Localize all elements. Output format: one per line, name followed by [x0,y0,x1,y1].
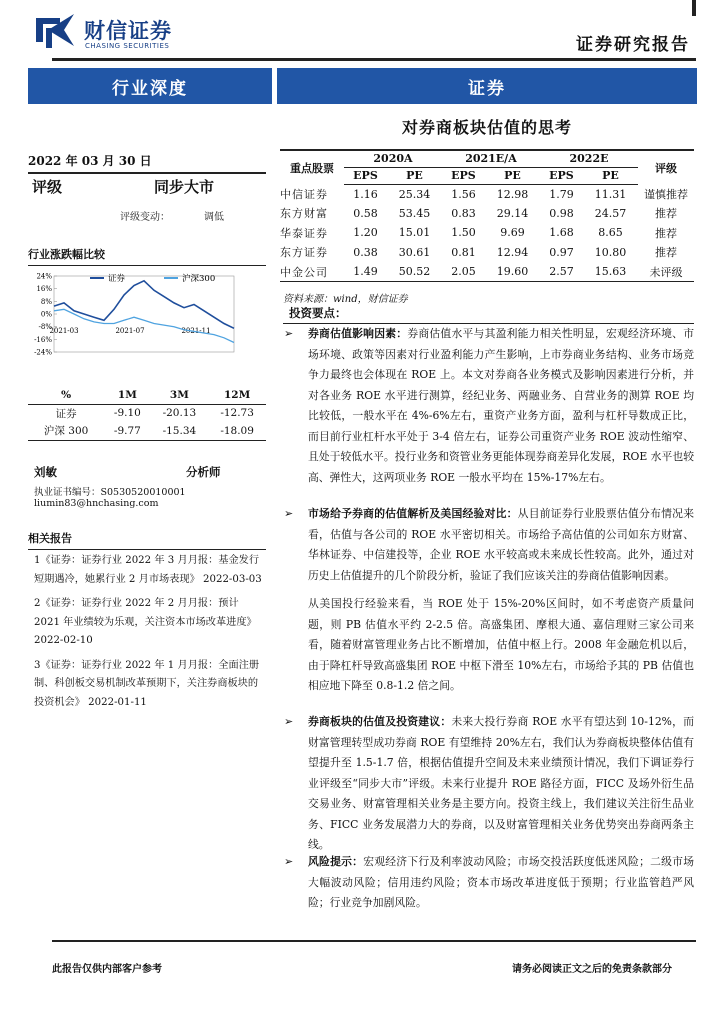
stock-value: 1.16 [353,187,378,201]
perf-header: 3M [151,386,209,404]
series-line [54,281,234,329]
stock-value: 1.49 [344,262,387,282]
stock-rating: 推荐 [655,226,677,240]
logo-text-en: CHASING SECURITIES [85,42,170,50]
footer-rule [52,940,696,942]
stock-value: 50.52 [387,262,442,282]
point-text: 未来大投行券商 ROE 水平有望达到 10-12%，而财富管理转型成功券商 ROE 有望维持 20%左右，我们认为券商板块整体估值有望提升至 1.5-1.7 倍，根据估值提升空间及未来业绩预计情况，我们下调证券行业评级至“同步大市”评级。未来行业提升 ROE 路径方面，FICC 及场外衍生品交易业务、财富管理相关业务是主要方向。投资主线上，我们建议关注衍生品业务、FICC 业务发展潜力大的券商，以及财富管理相关业务优势突出券商两条主线。 [308,715,695,851]
key-point-1 [284,324,694,488]
stock-row [280,262,694,282]
stock-row [280,184,694,204]
bullet-icon: ➢ [284,507,294,520]
chart-frame [54,276,234,352]
analyst-name: 刘敏 [34,465,57,479]
point-heading: 风险提示： [308,855,364,868]
stock-value: 9.69 [500,226,525,240]
point-text: 从目前证券行业股票估值分布情况来看，估值与各公司的 ROE 水平密切相关。市场给予高估值的公司如东方财富、华林证券、中信建投等，企业 ROE 水平较高或未来成长性较高。此外，通过对历史上估值提升的几个阶段分析，验证了我们应该关注的券商估值影响因素。 [308,507,694,582]
stock-value: 25.34 [398,187,431,201]
year-header: 2020A [344,150,442,167]
stock-value: 53.45 [398,206,431,220]
bullet-icon: ➢ [284,715,294,728]
sub-header: EPS [540,167,583,184]
stock-rating: 推荐 [655,207,677,221]
rating-change-value: 调低 [204,212,224,223]
stock-value: 15.63 [583,262,638,282]
stock-name: 东方财富 [280,207,328,221]
category-band: 行业深度 [28,68,272,104]
point-text-continued: 从美国投行经验来看，当 ROE 处于 15%-20%区间时，如不考虑资产质量问题，则 PB 估值水平约 2-2.5 倍。高盛集团、摩根大通、嘉信理财三家公司来看，随着财富管理业务占比不断增加，估值中枢上行。2008 年金融危机以后，由于降杠杆导致高盛集团 ROE 中枢下滑至 10%左右，市场给予其的 PB 估值也相应地下降至 0.8-1.2 倍之间。 [308,597,694,692]
stock-value: 1.79 [549,187,574,201]
perf-header: 1M [104,386,150,404]
legend-label: 沪深300 [182,274,216,284]
key-point-4 [284,852,694,914]
perf-cell: -12.73 [220,407,254,420]
industry-band: 证券 [277,68,697,104]
x-tick-label: 2021-11 [181,327,211,335]
y-tick-label: 0% [40,310,52,319]
perf-cell: 沪深 300 [28,422,104,440]
y-tick-label: 24% [36,272,52,281]
stock-table [280,149,694,282]
corner-mark [692,0,696,16]
header-rule [52,58,696,61]
stock-value: 0.97 [549,245,574,259]
stock-value: 30.61 [398,245,431,259]
table-source: 资料来源：wind，财信证券 [283,294,408,305]
year-header: 2022E [540,150,638,167]
rating-value: 同步大市 [154,178,215,196]
stock-value: 24.57 [594,206,627,220]
perf-cell: -18.09 [208,422,266,440]
legend-label: 证券 [108,274,126,284]
stock-name: 华泰证券 [280,226,328,240]
stock-value: 19.60 [485,262,540,282]
series-line [54,309,234,342]
stock-value: 0.81 [451,245,476,259]
stock-row [280,223,694,243]
footer-note: 此报告仅供内部客户参考 [52,964,162,975]
stock-name: 中信证券 [280,187,328,201]
stock-value: 1.20 [353,226,378,240]
stock-rating: 谨慎推荐 [644,187,688,201]
perf-cell: 证券 [55,407,77,420]
key-point-2 [284,504,694,697]
y-tick-label: 16% [36,285,52,294]
stock-value: 10.80 [594,245,627,259]
related-item[interactable]: 1《证券：证券行业 2022 年 3 月月报：基金发行短期遇冷，她累行业 2 月市场表现》 2022-03-03 [34,555,262,585]
x-tick-label: 2021-07 [115,327,145,335]
key-point-3 [284,712,694,856]
sub-header: EPS [442,167,485,184]
footer-disclaimer: 请务必阅读正文之后的免责条款部分 [512,964,672,975]
performance-chart [28,268,266,374]
related-item[interactable]: 2《证券：证券行业 2022 年 2 月月报：预计 2021 年业绩较为乐观，关注资本市场改革进度》 2022-02-10 [34,598,257,646]
stock-rating: 推荐 [655,246,677,260]
stock-value: 1.50 [451,226,476,240]
point-heading: 券商估值影响因素： [308,327,408,340]
stock-value: 11.31 [594,187,627,201]
rating-col-header: 评级 [638,150,694,184]
point-text: 券商估值水平与其盈利能力相关性明显，宏观经济环境、市场环境、政策等因素对行业盈利能力产生影响，上市券商业务结构、业务市场竞争力最终也会体现在 ROE 上。本文对券商各业务模式及影响因素进行分析，并对各业务 ROE 水平进行测算，经纪业务、两融业务、自营业务的测算 ROE 均比较低，一般水平在 4%-6%左右，重资产业务方面，盈利与杠杆导数成正比，而目前行业杠杆水平处于 3-4 倍左右，证券公司重资产业务 ROE 波动性缩窄、且处于较低水平。投行业务和资管业务更能体现券商差异化发展，ROE 水平也较高、弹性大，这两项业务 ROE 一般水平均在 15%-17%左右。 [308,327,695,484]
related-item[interactable]: 3《证券：证券行业 2022 年 1 月月报：全面注册制、科创板交易机制改革预期下，关注券商板块的投资机会》 2022-01-11 [34,659,260,708]
perf-header: 12M [208,386,266,404]
stock-value: 29.14 [496,206,529,220]
stock-value: 2.05 [442,262,485,282]
related-title: 相关报告 [28,530,266,550]
stock-value: 0.38 [353,245,378,259]
bullet-icon: ➢ [284,327,294,340]
stock-value: 1.68 [549,226,574,240]
analyst-role: 分析师 [186,465,221,479]
y-tick-label: 8% [40,297,52,306]
stock-value: 15.01 [398,226,431,240]
report-date: 2022 年 03 月 30 日 [28,152,266,174]
rating-row [28,176,266,200]
stock-value: 0.83 [451,206,476,220]
stock-value: 0.98 [549,206,574,220]
point-heading: 券商板块的估值及投资建议： [308,715,452,728]
sub-header: EPS [344,167,387,184]
analyst-cert: 执业证书编号：S0530520010001 [34,487,186,498]
sub-header: PE [583,167,638,184]
stock-rating: 未评级 [638,262,694,282]
perf-cell: -15.34 [151,422,209,440]
stock-value: 1.56 [451,187,476,201]
stock-col-header: 重点股票 [280,150,344,184]
stock-value: 0.58 [353,206,378,220]
stock-value: 12.98 [496,187,529,201]
perf-cell: -9.77 [104,422,150,440]
related-reports [34,552,266,718]
year-header: 2021E/A [442,150,540,167]
point-text: 宏观经济下行及利率波动风险；市场交投活跃度低迷风险；二级市场大幅波动风险；信用违约风险；资本市场改革进度低于预期；行业监管趋严风险；行业竞争加剧风险。 [308,855,695,909]
sub-header: PE [485,167,540,184]
stock-row [280,243,694,263]
analyst-email[interactable]: liumin83@hnchasing.com [34,498,159,509]
y-tick-label: -24% [34,348,52,357]
perf-cell: -9.10 [113,407,141,420]
report-title: 对券商板块估值的思考 [401,118,572,137]
point-heading: 市场给予券商的估值解析及美国经验对比： [308,507,518,520]
stock-value: 2.57 [540,262,583,282]
report-type: 证券研究报告 [576,35,690,55]
y-tick-label: -8% [38,323,52,332]
stock-row [280,204,694,224]
y-tick-label: -16% [34,335,52,344]
perf-cell: -20.13 [162,407,197,420]
logo-text-cn: 财信证券 [84,19,172,43]
x-tick-label: 2021-03 [49,327,79,335]
stock-value: 12.94 [496,245,529,259]
stock-name: 东方证券 [280,246,328,260]
bullet-icon: ➢ [284,855,294,868]
stock-value: 8.65 [598,226,623,240]
sub-header: PE [387,167,442,184]
logo-icon [34,12,76,50]
perf-section-title: 行业涨跌幅比较 [28,246,266,266]
key-points-title: 投资要点： [283,305,694,324]
stock-name: 中金公司 [280,262,344,282]
perf-table [28,386,266,441]
company-logo [34,12,194,52]
perf-header: % [28,386,104,404]
rating-label: 评级 [32,178,63,196]
rating-change-label: 评级变动： [120,212,170,223]
